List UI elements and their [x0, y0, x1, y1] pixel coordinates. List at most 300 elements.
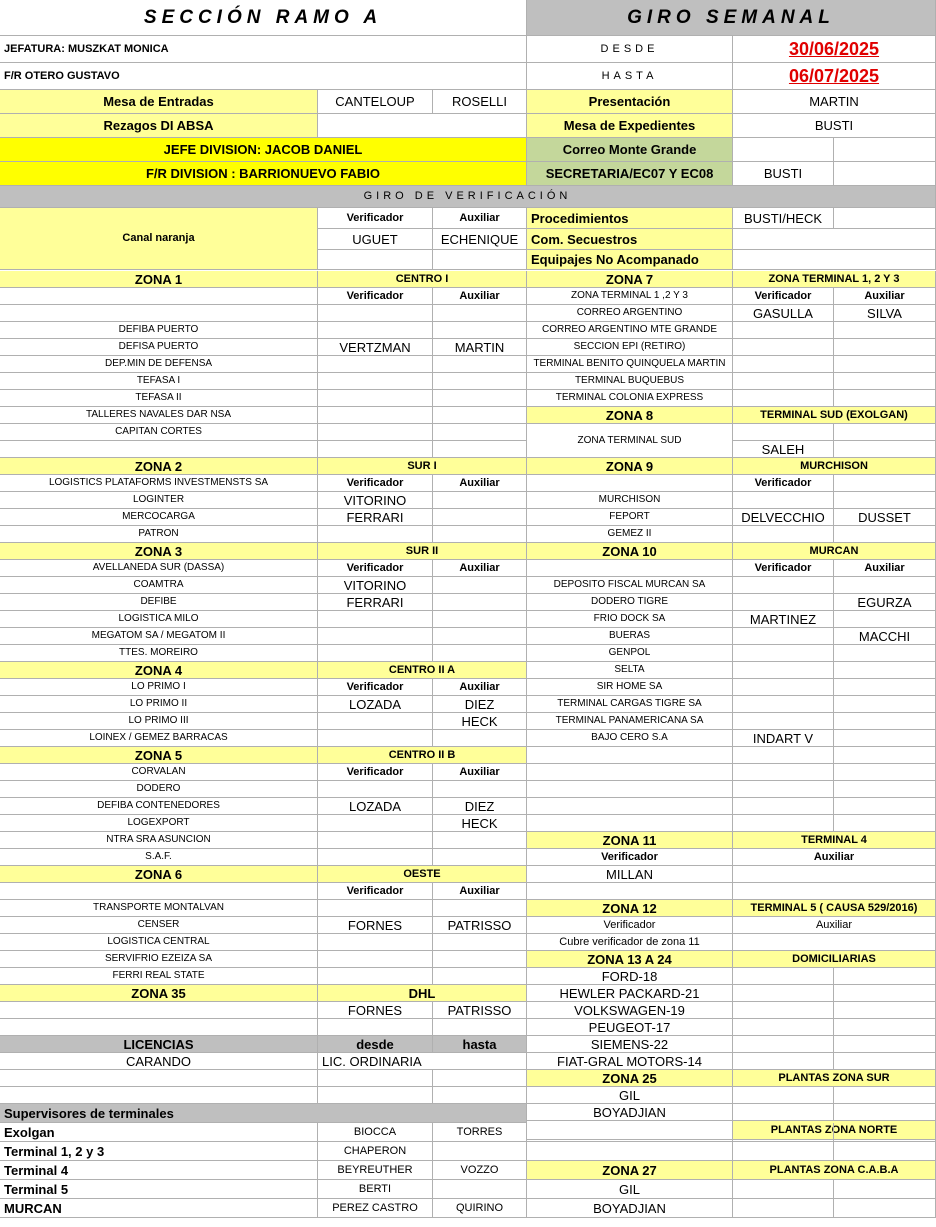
procedimientos-value: BUSTI/HECK	[733, 208, 834, 229]
zona-12-terminal: TERMINAL 5 ( CAUSA 529/2016)	[733, 900, 936, 917]
empty-cell	[433, 441, 527, 458]
empty-cell	[527, 781, 733, 798]
empty-cell	[433, 305, 527, 322]
empty-cell	[733, 1104, 834, 1121]
zona-7-item: TERMINAL COLONIA EXPRESS	[527, 390, 733, 407]
zona-25-item: GIL	[527, 1087, 733, 1104]
zona-9-verificador-header: Verificador	[733, 475, 834, 492]
zona-12-cubre: Cubre verificador de zona 11	[527, 934, 733, 951]
supervisor-b: QUIRINO	[433, 1199, 527, 1218]
empty-cell	[433, 509, 527, 526]
zona-6-item: TRANSPORTE MONTALVAN	[0, 900, 318, 917]
zona-10-header: ZONA 10	[527, 543, 733, 560]
zona-5-auxiliar-header: Auxiliar	[433, 764, 527, 781]
zona-1-item: TEFASA I	[0, 373, 318, 390]
empty-cell	[733, 696, 834, 713]
zona-4-verificador-header: Verificador	[318, 679, 433, 696]
empty-cell	[834, 781, 936, 798]
empty-cell	[733, 577, 834, 594]
empty-cell	[0, 1002, 318, 1019]
zona-5-auxiliar: HECK	[433, 815, 527, 832]
licencias-header: LICENCIAS	[0, 1036, 318, 1053]
empty-cell	[733, 1142, 834, 1161]
empty-cell	[527, 764, 733, 781]
verificador-header: Verificador	[318, 208, 433, 229]
zona-10-item: SIR HOME SA	[527, 679, 733, 696]
zona-5-verificador-header: Verificador	[318, 764, 433, 781]
empty-cell	[834, 1053, 936, 1070]
zona-7-item: CORREO ARGENTINO	[527, 305, 733, 322]
empty-cell	[834, 1087, 936, 1104]
empty-cell	[733, 934, 936, 951]
empty-cell	[0, 1019, 318, 1036]
zona-35-verificador: FORNES	[318, 1002, 433, 1019]
empty-cell	[433, 832, 527, 849]
empty-cell	[834, 1019, 936, 1036]
section-title: SECCIÓN RAMO A	[0, 0, 527, 36]
empty-cell	[834, 390, 936, 407]
empty-cell	[733, 356, 834, 373]
empty-cell	[834, 815, 936, 832]
zona-5-center: CENTRO II B	[318, 747, 527, 764]
empty-cell	[0, 441, 318, 458]
zona-1-item: DEFIBA PUERTO	[0, 322, 318, 339]
empty-cell	[433, 1019, 527, 1036]
empty-cell	[834, 492, 936, 509]
zona-9-item: FEPORT	[527, 509, 733, 526]
zona-7-verificador-header: Verificador	[733, 288, 834, 305]
empty-cell	[433, 424, 527, 441]
empty-cell	[733, 798, 834, 815]
zona-2-verificador: VITORINO	[318, 492, 433, 509]
zona-5-auxiliar: DIEZ	[433, 798, 527, 815]
zona-6-item: LOGISTICA CENTRAL	[0, 934, 318, 951]
zona-2-header: ZONA 2	[0, 458, 318, 475]
empty-cell	[834, 475, 936, 492]
zona-6-auxiliar-header: Auxiliar	[433, 883, 527, 900]
zona-10-item: FRIO DOCK SA	[527, 611, 733, 628]
empty-cell	[834, 1123, 936, 1142]
zona-2-item: MERCOCARGA	[0, 509, 318, 526]
mesa-entradas-auxiliar: ROSELLI	[433, 90, 527, 114]
zona-1-verificador: VERTZMAN	[318, 339, 433, 356]
empty-cell	[433, 611, 527, 628]
supervisor-a: BEYREUTHER	[318, 1161, 433, 1180]
empty-cell	[318, 849, 433, 866]
desde-date: 30/06/2025	[788, 39, 880, 59]
empty-cell	[433, 934, 527, 951]
empty-cell	[733, 1199, 834, 1218]
empty-cell	[433, 492, 527, 509]
zona-2-item: LOGISTICS PLATAFORMS INVESTMENSTS SA	[0, 475, 318, 492]
empty-cell	[834, 1104, 936, 1121]
empty-cell	[834, 424, 936, 441]
zona-4-header: ZONA 4	[0, 662, 318, 679]
empty-cell	[834, 1002, 936, 1019]
zona-10-item: DEPOSITO FISCAL MURCAN SA	[527, 577, 733, 594]
canal-naranja-label: Canal naranja	[0, 208, 318, 270]
empty-cell	[733, 1087, 834, 1104]
empty-cell	[834, 1142, 936, 1161]
empty-cell	[527, 475, 733, 492]
zona-3-auxiliar-header: Auxiliar	[433, 560, 527, 577]
empty-cell	[433, 407, 527, 424]
zona-2-item: PATRON	[0, 526, 318, 543]
empty-cell	[318, 305, 433, 322]
empty-cell	[318, 832, 433, 849]
empty-cell	[733, 322, 834, 339]
correo-mg-value-2	[834, 138, 936, 162]
zona-5-item: S.A.F.	[0, 849, 318, 866]
empty-cell	[733, 492, 834, 509]
zona-1-verificador-header: Verificador	[318, 288, 433, 305]
empty-cell	[834, 747, 936, 764]
zona-7-auxiliar-header: Auxiliar	[834, 288, 936, 305]
zona-7-terminal: ZONA TERMINAL 1, 2 Y 3	[733, 271, 936, 288]
supervisor-a: PEREZ CASTRO	[318, 1199, 433, 1218]
zona-10-verificador: MARTINEZ	[733, 611, 834, 628]
correo-mg-value	[733, 138, 834, 162]
zona-10-auxiliar: EGURZA	[834, 594, 936, 611]
zona-7-header: ZONA 7	[527, 271, 733, 288]
zona-6-verificador-header: Verificador	[318, 883, 433, 900]
zona-10-item: TERMINAL CARGAS TIGRE SA	[527, 696, 733, 713]
supervisor-terminal: MURCAN	[0, 1199, 318, 1218]
zona-11-auxiliar-header: Auxiliar	[733, 849, 936, 866]
zona-1-item: CAPITAN CORTES	[0, 424, 318, 441]
zona-9-verificador: DELVECCHIO	[733, 509, 834, 526]
empty-cell	[527, 560, 733, 577]
correo-monte-grande-label: Correo Monte Grande	[527, 138, 733, 162]
sheet-cell	[733, 36, 936, 63]
empty-cell	[433, 900, 527, 917]
empty-cell	[733, 1002, 834, 1019]
empty-cell	[433, 1070, 527, 1087]
supervisor-terminal: Terminal 4	[0, 1161, 318, 1180]
zona-13-24-header: ZONA 13 A 24	[527, 951, 733, 968]
zona-8-header: ZONA 8	[527, 407, 733, 424]
zona-10-auxiliar-header: Auxiliar	[834, 560, 936, 577]
empty-cell	[733, 985, 834, 1002]
zona-7-item: TERMINAL BUQUEBUS	[527, 373, 733, 390]
auxiliar-header: Auxiliar	[433, 208, 527, 229]
empty-cell	[527, 1142, 733, 1161]
empty-cell	[733, 1180, 834, 1199]
plantas-caba-header: PLANTAS ZONA C.A.B.A	[733, 1161, 936, 1180]
empty-cell	[834, 696, 936, 713]
canal-empty	[433, 250, 527, 270]
mesa-expedientes-label: Mesa de Expedientes	[527, 114, 733, 138]
zona-25-terminal: PLANTAS ZONA SUR	[733, 1070, 936, 1087]
empty-cell	[733, 1123, 834, 1142]
empty-cell	[834, 764, 936, 781]
supervisor-terminal: Exolgan	[0, 1123, 318, 1142]
supervisor-terminal: Terminal 1, 2 y 3	[0, 1142, 318, 1161]
empty-cell	[834, 441, 936, 458]
zona-9-auxiliar: DUSSET	[834, 509, 936, 526]
zona-12-header: ZONA 12	[527, 900, 733, 917]
zona-7-verificador: GASULLA	[733, 305, 834, 322]
zona-12-verificador-header: Verificador	[527, 917, 733, 934]
zona-3-item: DEFIBE	[0, 594, 318, 611]
zona-13-24-item: SIEMENS-22	[527, 1036, 733, 1053]
zona-2-auxiliar-header: Auxiliar	[433, 475, 527, 492]
zona-7-auxiliar: SILVA	[834, 305, 936, 322]
zona-35-center: DHL	[318, 985, 527, 1002]
zona-1-item: DEFISA PUERTO	[0, 339, 318, 356]
empty-cell	[834, 1036, 936, 1053]
zona-10-verificador: INDART V	[733, 730, 834, 747]
licencia-type: LIC. ORDINARIA	[318, 1053, 527, 1070]
giro-title: GIRO SEMANAL	[527, 0, 936, 36]
presentacion-label: Presentación	[527, 90, 733, 114]
empty-cell	[834, 662, 936, 679]
zona-6-center: OESTE	[318, 866, 527, 883]
zona-5-verificador: LOZADA	[318, 798, 433, 815]
zona-7-item: CORREO ARGENTINO MTE GRANDE	[527, 322, 733, 339]
fr-label: F/R OTERO GUSTAVO	[0, 63, 527, 90]
zona-10-item: GENPOL	[527, 645, 733, 662]
zona-4-auxiliar: DIEZ	[433, 696, 527, 713]
empty-cell	[318, 951, 433, 968]
zona-4-auxiliar: HECK	[433, 713, 527, 730]
empty-cell	[433, 849, 527, 866]
empty-cell	[318, 611, 433, 628]
supervisor-b	[433, 1142, 527, 1161]
zona-25-header: ZONA 25	[527, 1070, 733, 1087]
canal-auxiliar: ECHENIQUE	[433, 229, 527, 250]
zona-3-header: ZONA 3	[0, 543, 318, 560]
jefatura-label: JEFATURA: MUSZKAT MONICA	[0, 36, 527, 63]
zona-1-item: TEFASA II	[0, 390, 318, 407]
mesa-entradas-label: Mesa de Entradas	[0, 90, 318, 114]
empty-cell	[318, 645, 433, 662]
supervisor-b: VOZZO	[433, 1161, 527, 1180]
zona-4-item: LO PRIMO II	[0, 696, 318, 713]
zona-11-header: ZONA 11	[527, 832, 733, 849]
zona-2-verificador-header: Verificador	[318, 475, 433, 492]
empty-cell	[0, 883, 318, 900]
empty-cell	[733, 866, 936, 883]
zona-8-item: ZONA TERMINAL SUD	[527, 424, 733, 458]
licencia-name: CARANDO	[0, 1053, 318, 1070]
com-secuestros-label: Com. Secuestros	[527, 229, 733, 250]
empty-cell	[318, 373, 433, 390]
empty-cell	[318, 356, 433, 373]
empty-cell	[527, 883, 733, 900]
empty-cell	[733, 883, 936, 900]
zona-4-verificador: LOZADA	[318, 696, 433, 713]
zona-9-item: GEMEZ II	[527, 526, 733, 543]
zona-1-item: TALLERES NAVALES DAR NSA	[0, 407, 318, 424]
empty-cell	[834, 611, 936, 628]
empty-cell	[733, 679, 834, 696]
rezagos-label: Rezagos DI ABSA	[0, 114, 318, 138]
zona-2-verificador: FERRARI	[318, 509, 433, 526]
zona-27-header: ZONA 27	[527, 1161, 733, 1180]
empty-cell	[834, 339, 936, 356]
zona-25-item: BOYADJIAN	[527, 1104, 733, 1121]
empty-cell	[0, 1087, 318, 1104]
empty-cell	[834, 713, 936, 730]
empty-cell	[733, 713, 834, 730]
giro-verificacion-header: GIRO DE VERIFICACIÓN	[0, 186, 936, 208]
empty-cell	[433, 730, 527, 747]
empty-cell	[0, 305, 318, 322]
zona-6-auxiliar: PATRISSO	[433, 917, 527, 934]
zona-1-header: ZONA 1	[0, 271, 318, 288]
secretaria-label: SECRETARIA/EC07 Y EC08	[527, 162, 733, 186]
zona-10-item: BUERAS	[527, 628, 733, 645]
zona-8-verificador: SALEH	[733, 441, 834, 458]
fr-division: F/R DIVISION : BARRIONUEVO FABIO	[0, 162, 527, 186]
zona-10-verificador-header: Verificador	[733, 560, 834, 577]
zona-3-verificador: FERRARI	[318, 594, 433, 611]
empty-cell	[733, 526, 834, 543]
zona-3-item: AVELLANEDA SUR (DASSA)	[0, 560, 318, 577]
empty-cell	[834, 645, 936, 662]
empty-cell	[318, 322, 433, 339]
zona-5-header: ZONA 5	[0, 747, 318, 764]
empty-cell	[733, 968, 834, 985]
empty-cell	[433, 645, 527, 662]
zona-1-auxiliar-header: Auxiliar	[433, 288, 527, 305]
empty-cell	[318, 900, 433, 917]
empty-cell	[433, 594, 527, 611]
com-secuestros-value	[733, 229, 936, 250]
zona-1-auxiliar: MARTIN	[433, 339, 527, 356]
empty-cell	[433, 356, 527, 373]
zona-2-center: SUR I	[318, 458, 527, 475]
empty-cell	[834, 679, 936, 696]
desde-label: DESDE	[527, 36, 733, 63]
empty-cell	[733, 645, 834, 662]
empty-cell	[318, 781, 433, 798]
zona-7-item: ZONA TERMINAL 1 ,2 Y 3	[527, 288, 733, 305]
empty-cell	[834, 798, 936, 815]
supervisor-terminal: Terminal 5	[0, 1180, 318, 1199]
zona-13-24-item: FIAT-GRAL MOTORS-14	[527, 1053, 733, 1070]
empty-cell	[318, 526, 433, 543]
zona-8-terminal: TERMINAL SUD (EXOLGAN)	[733, 407, 936, 424]
zona-11-terminal: TERMINAL 4	[733, 832, 936, 849]
empty-cell	[733, 594, 834, 611]
zona-4-item: LOINEX / GEMEZ BARRACAS	[0, 730, 318, 747]
zona-11-verificador-header: Verificador	[527, 849, 733, 866]
equipajes-label: Equipajes No Acompanado	[527, 250, 733, 270]
zona-10-item: TERMINAL PANAMERICANA SA	[527, 713, 733, 730]
secretaria-value: BUSTI	[733, 162, 834, 186]
empty-cell	[433, 951, 527, 968]
zona-6-verificador: FORNES	[318, 917, 433, 934]
secretaria-value-2	[834, 162, 936, 186]
empty-cell	[318, 390, 433, 407]
empty-cell	[733, 390, 834, 407]
zona-35-header: ZONA 35	[0, 985, 318, 1002]
zona-3-item: TTES. MOREIRO	[0, 645, 318, 662]
empty-cell	[433, 628, 527, 645]
empty-cell	[0, 1070, 318, 1087]
zona-1-center: CENTRO I	[318, 271, 527, 288]
zona-1-item: DEP.MIN DE DEFENSA	[0, 356, 318, 373]
empty-cell	[318, 407, 433, 424]
zona-3-item: MEGATOM SA / MEGATOM II	[0, 628, 318, 645]
empty-cell	[527, 747, 733, 764]
zona-11-verificador: MILLAN	[527, 866, 733, 883]
empty-cell	[318, 1070, 433, 1087]
zona-4-auxiliar-header: Auxiliar	[433, 679, 527, 696]
zona-35-auxiliar: PATRISSO	[433, 1002, 527, 1019]
zona-5-item: CORVALAN	[0, 764, 318, 781]
canal-verificador: UGUET	[318, 229, 433, 250]
zona-27-item: GIL	[527, 1180, 733, 1199]
zona-9-header: ZONA 9	[527, 458, 733, 475]
empty-cell	[733, 1036, 834, 1053]
empty-cell	[433, 526, 527, 543]
zona-4-item: LO PRIMO I	[0, 679, 318, 696]
empty-cell	[733, 781, 834, 798]
empty-cell	[834, 577, 936, 594]
zona-13-24-item: PEUGEOT-17	[527, 1019, 733, 1036]
empty-cell	[834, 356, 936, 373]
empty-cell	[527, 798, 733, 815]
zona-6-item: CENSER	[0, 917, 318, 934]
zona-10-terminal: MURCAN	[733, 543, 936, 560]
hasta-label: HASTA	[527, 63, 733, 90]
zona-13-24-item: VOLKSWAGEN-19	[527, 1002, 733, 1019]
empty-cell	[433, 1087, 527, 1104]
supervisores-header: Supervisores de terminales	[0, 1104, 527, 1123]
zona-13-24-item: HEWLER PACKARD-21	[527, 985, 733, 1002]
procedimientos-label: Procedimientos	[527, 208, 733, 229]
zona-5-item: DODERO	[0, 781, 318, 798]
zona-6-header: ZONA 6	[0, 866, 318, 883]
empty-cell	[733, 764, 834, 781]
zona-6-item: FERRI REAL STATE	[0, 968, 318, 985]
zona-3-item: COAMTRA	[0, 577, 318, 594]
supervisor-a: BERTI	[318, 1180, 433, 1199]
empty-cell	[433, 968, 527, 985]
zona-10-item: DODERO TIGRE	[527, 594, 733, 611]
sheet-cell	[733, 63, 936, 90]
empty-cell	[318, 730, 433, 747]
zona-4-item: LO PRIMO III	[0, 713, 318, 730]
zona-3-item: LOGISTICA MILO	[0, 611, 318, 628]
empty-cell	[318, 815, 433, 832]
empty-cell	[834, 968, 936, 985]
empty-cell	[0, 288, 318, 305]
empty-cell	[733, 424, 834, 441]
canal-empty	[318, 250, 433, 270]
plantas-norte-header: PLANTAS ZONA NORTE	[733, 1121, 936, 1140]
empty-cell	[527, 815, 733, 832]
empty-cell	[733, 628, 834, 645]
zona-13-24-item: FORD-18	[527, 968, 733, 985]
jefe-division: JEFE DIVISION: JACOB DANIEL	[0, 138, 527, 162]
zona-10-auxiliar: MACCHI	[834, 628, 936, 645]
empty-cell	[834, 373, 936, 390]
zona-3-verificador: VITORINO	[318, 577, 433, 594]
empty-cell	[318, 424, 433, 441]
empty-cell	[318, 968, 433, 985]
zona-7-item: SECCION EPI (RETIRO)	[527, 339, 733, 356]
zona-5-item: LOGEXPORT	[0, 815, 318, 832]
zona-9-terminal: MURCHISON	[733, 458, 936, 475]
empty-cell	[318, 713, 433, 730]
empty-cell	[834, 1180, 936, 1199]
empty-cell	[433, 390, 527, 407]
zona-12-auxiliar-header: Auxiliar	[733, 917, 936, 934]
